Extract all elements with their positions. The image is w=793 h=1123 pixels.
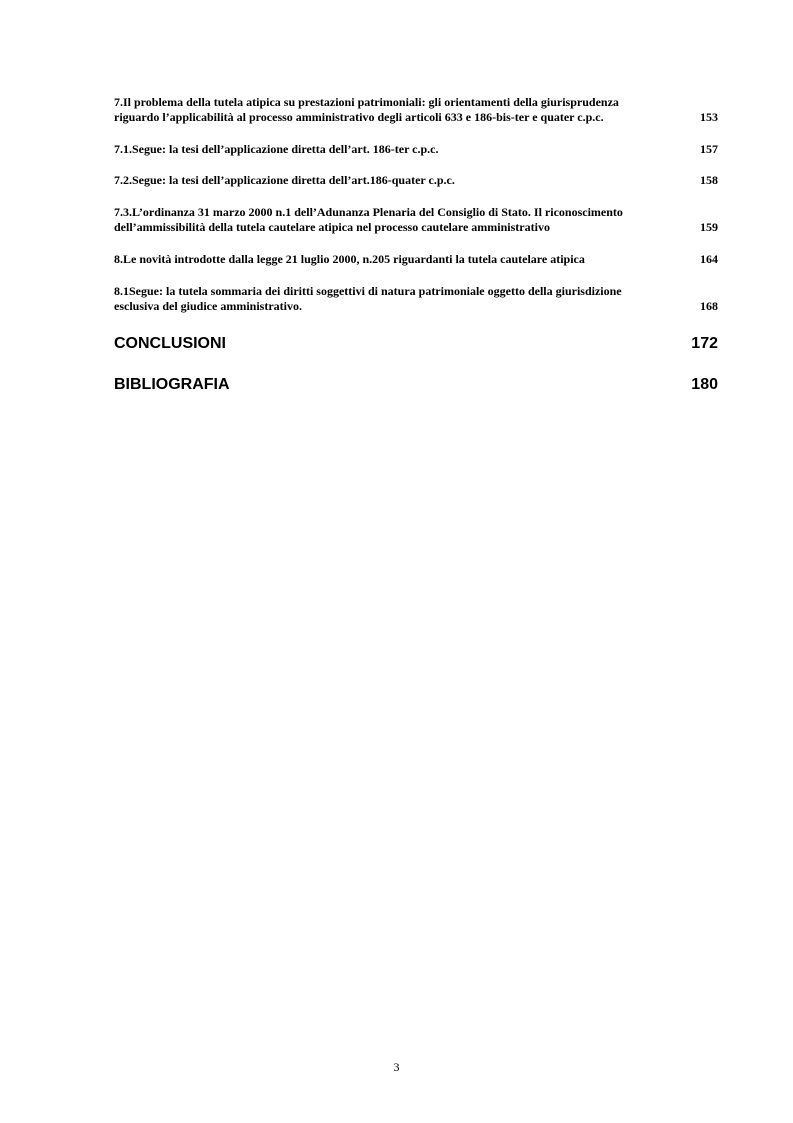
toc-entry-7-3	[114, 205, 718, 235]
toc-major-page: 172	[691, 335, 718, 352]
toc-conclusioni	[114, 334, 718, 354]
toc-entry-text: 7.3.L’ordinanza 31 marzo 2000 n.1 dell’Adunanza Plenaria del Consiglio di Stato. Il riconoscimento	[114, 205, 623, 219]
toc-entry-8-1	[114, 284, 718, 314]
toc-entry-text: esclusiva del giudice amministrativo.	[114, 299, 302, 313]
toc-entry-page: 168	[700, 299, 718, 313]
toc-entry-text: riguardo l’applicabilità al processo amministrativo degli articoli 633 e 186-bis-ter e quater c.p.c.	[114, 110, 604, 124]
toc-major-label: CONCLUSIONI	[114, 335, 226, 352]
toc-entry-page: 153	[700, 110, 718, 124]
toc-entry-text: dell’ammissibilità della tutela cautelare atipica nel processo cautelare amministrativo	[114, 220, 550, 234]
toc-entry-7-1	[114, 142, 718, 157]
toc-entry-page: 158	[700, 173, 718, 187]
toc-entry-page: 164	[700, 252, 718, 266]
toc-entry-8	[114, 252, 718, 267]
toc-entry-page: 157	[700, 142, 718, 156]
toc-entry-page: 159	[700, 220, 718, 234]
toc-entry-text: 8.1Segue: la tutela sommaria dei diritti soggettivi di natura patrimoniale oggetto della giurisdizione	[114, 284, 622, 298]
toc-entry-text: 8.Le novità introdotte dalla legge 21 luglio 2000, n.205 riguardanti la tutela cautelare atipica	[114, 252, 585, 266]
toc-bibliografia	[114, 375, 718, 395]
toc-major-page: 180	[691, 376, 718, 393]
table-of-contents	[114, 95, 718, 395]
page-number: 3	[393, 1060, 400, 1074]
toc-entry-7	[114, 95, 718, 125]
toc-entry-text: 7.2.Segue: la tesi dell’applicazione diretta dell’art.186-quater c.p.c.	[114, 173, 455, 187]
toc-entry-text: 7.1.Segue: la tesi dell’applicazione diretta dell’art. 186-ter c.p.c.	[114, 142, 439, 156]
toc-entry-7-2	[114, 173, 718, 188]
toc-entry-text: 7.Il problema della tutela atipica su prestazioni patrimoniali: gli orientamenti della giurisprudenza	[114, 95, 619, 109]
toc-major-label: BIBLIOGRAFIA	[114, 376, 230, 393]
